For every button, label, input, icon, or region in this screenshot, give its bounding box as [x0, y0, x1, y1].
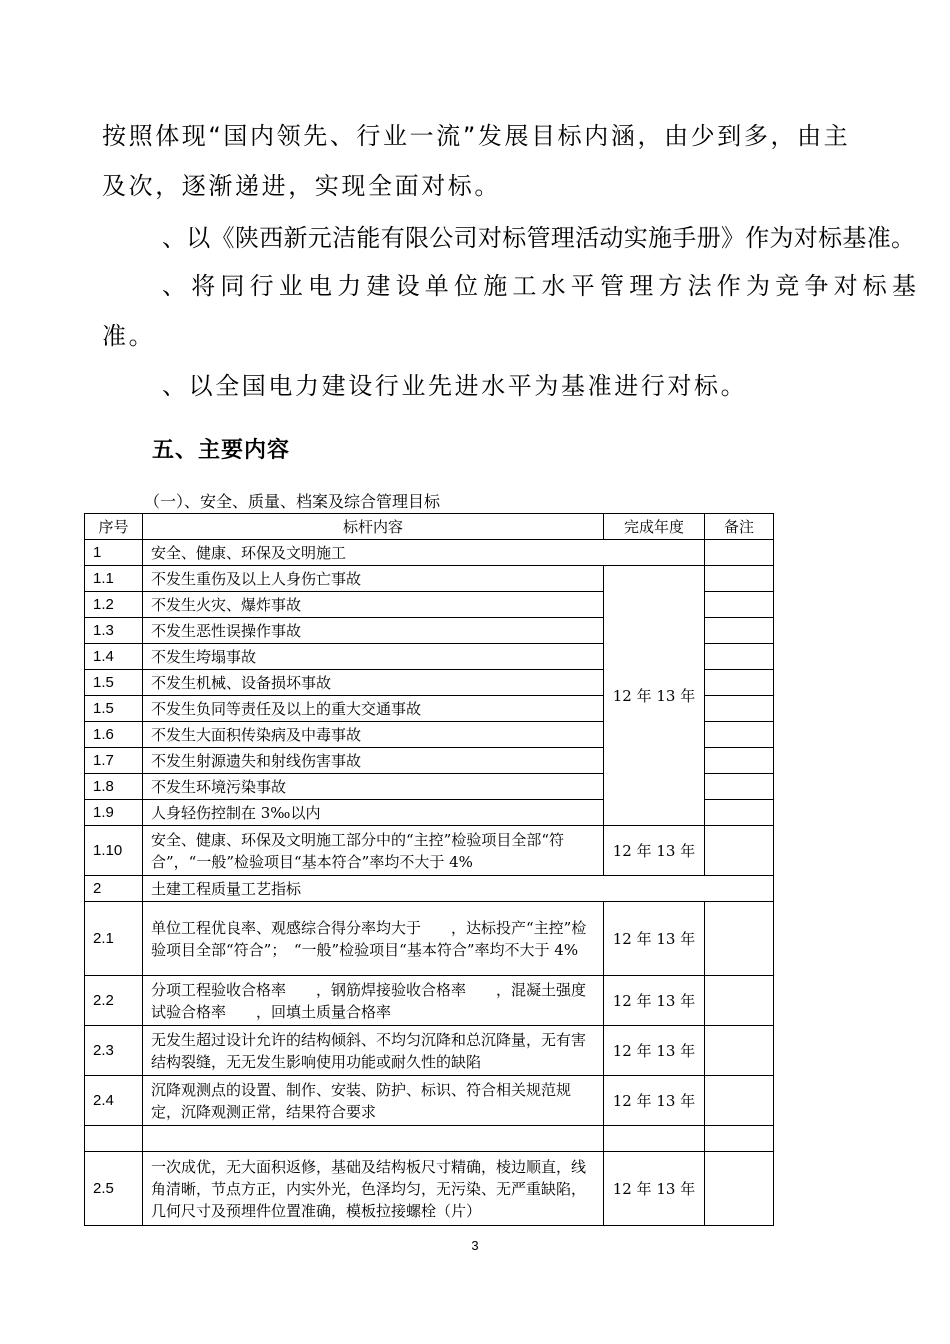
row-year: 12 年 13 年: [604, 976, 705, 1026]
paragraph-line: 准。: [102, 322, 156, 350]
row-year: 12 年 13 年: [604, 1152, 705, 1226]
targets-table: [84, 513, 774, 1226]
row-content: 不发生机械、设备损坏事故: [143, 670, 604, 696]
header-cell: 备注: [705, 514, 774, 540]
row-number: 1.6: [85, 722, 143, 748]
merged-year-cell: 12 年 13 年: [604, 566, 705, 826]
row-number: 2.5: [85, 1152, 143, 1226]
row-note: [705, 566, 774, 592]
row-note: [705, 800, 774, 826]
table-row: [85, 566, 774, 592]
paragraph-line: 按照体现“国内领先、行业一流”发展目标内涵，由少到多，由主: [102, 122, 851, 150]
row-number: 1.10: [85, 826, 143, 876]
table-row: [85, 902, 774, 976]
paragraph-line: 及次，逐渐递进，实现全面对标。: [102, 172, 501, 200]
row-number: 1.9: [85, 800, 143, 826]
row-year: 12 年 13 年: [604, 1076, 705, 1126]
row-number: 1.5: [85, 696, 143, 722]
row-number: 1.7: [85, 748, 143, 774]
row-content: 不发生射源遗失和射线伤害事故: [143, 748, 604, 774]
row-content: 不发生大面积传染病及中毒事故: [143, 722, 604, 748]
row-number: 2.2: [85, 976, 143, 1026]
row-note: [705, 540, 774, 566]
header-cell: 序号: [85, 514, 143, 540]
row-note: [705, 1026, 774, 1076]
row-content: 不发生环境污染事故: [143, 774, 604, 800]
row-note: [705, 618, 774, 644]
row-number: 2.3: [85, 1026, 143, 1076]
row-number: 1.5: [85, 670, 143, 696]
table-header-row: [85, 514, 774, 540]
row-number: 1: [85, 540, 143, 566]
row-note: [705, 748, 774, 774]
row-content: 不发生垮塌事故: [143, 644, 604, 670]
row-note: [705, 826, 774, 876]
row-number: 2.1: [85, 902, 143, 976]
row-content: 沉降观测点的设置、制作、安装、防护、标识、符合相关规范规定，沉降观测正常，结果符合要求: [143, 1076, 604, 1126]
row-number: 1.8: [85, 774, 143, 800]
row-number: 2: [85, 876, 143, 902]
table-row: [85, 976, 774, 1026]
row-year: [604, 1126, 705, 1152]
row-content: 不发生重伤及以上人身伤亡事故: [143, 566, 604, 592]
row-note: [705, 976, 774, 1026]
row-content: 不发生负同等责任及以上的重大交通事故: [143, 696, 604, 722]
row-note: [705, 902, 774, 976]
row-note: [705, 1152, 774, 1226]
row-note: [705, 696, 774, 722]
row-content: 不发生恶性误操作事故: [143, 618, 604, 644]
section-heading: 五、主要内容: [152, 438, 291, 463]
row-note: [705, 722, 774, 748]
row-note: [705, 644, 774, 670]
row-content: 一次成优，无大面积返修，基础及结构板尺寸精确，棱边顺直，线角清晰，节点方正，内实外光，色泽均匀，无污染、无严重缺陷，几何尺寸及预埋件位置准确，模板拉接螺栓（片）: [143, 1152, 604, 1226]
table-row: [85, 1152, 774, 1226]
paragraph-line: 、以全国电力建设行业先进水平为基准进行对标。: [162, 372, 748, 400]
row-content: 分项工程验收合格率 ，钢筋焊接验收合格率 ，混凝土强度试验合格率 ，回填土质量合格率: [143, 976, 604, 1026]
row-note: [705, 592, 774, 618]
paragraph-line: 、将同行业电力建设单位施工水平管理方法作为竞争对标基: [162, 272, 922, 300]
row-content: 单位工程优良率、观感综合得分率均大于 ，达标投产“主控”检验项目全部“符合”； “一般”检验项目“基本符合”率均不大于 4%: [143, 902, 604, 976]
row-note: [705, 1126, 774, 1152]
row-number: 1.2: [85, 592, 143, 618]
table-caption: （一）、安全、质量、档案及综合管理目标: [144, 492, 441, 511]
row-year: 12 年 13 年: [604, 902, 705, 976]
row-content: 安全、健康、环保及文明施工部分中的“主控”检验项目全部“符合”，“一般”检验项目“基本符合”率均不大于 4%: [143, 826, 604, 876]
row-content: 安全、健康、环保及文明施工: [143, 540, 705, 566]
header-cell: 标杆内容: [143, 514, 604, 540]
row-content: 无发生超过设计允许的结构倾斜、不均匀沉降和总沉降量，无有害结构裂缝，无无发生影响使用功能或耐久性的缺陷: [143, 1026, 604, 1076]
row-number: [85, 1126, 143, 1152]
row-content: 不发生火灾、爆炸事故: [143, 592, 604, 618]
page-number: 3: [471, 1238, 479, 1253]
row-content: [143, 1126, 604, 1152]
row-number: 1.3: [85, 618, 143, 644]
header-cell: 完成年度: [604, 514, 705, 540]
row-note: [705, 1076, 774, 1126]
paragraph-line: 、以《陕西新元洁能有限公司对标管理活动实施手册》作为对标基准。: [162, 224, 916, 252]
row-content: 土建工程质量工艺指标: [143, 876, 774, 902]
row-note: [705, 774, 774, 800]
table-row: [85, 826, 774, 876]
row-number: 1.4: [85, 644, 143, 670]
table-row: [85, 1126, 774, 1152]
row-year: 12 年 13 年: [604, 826, 705, 876]
row-number: 2.4: [85, 1076, 143, 1126]
table-row: [85, 540, 774, 566]
row-note: [705, 670, 774, 696]
table-row: [85, 876, 774, 902]
row-content: 人身轻伤控制在 3‰以内: [143, 800, 604, 826]
table-row: [85, 1076, 774, 1126]
row-number: 1.1: [85, 566, 143, 592]
table-row: [85, 1026, 774, 1076]
row-year: 12 年 13 年: [604, 1026, 705, 1076]
